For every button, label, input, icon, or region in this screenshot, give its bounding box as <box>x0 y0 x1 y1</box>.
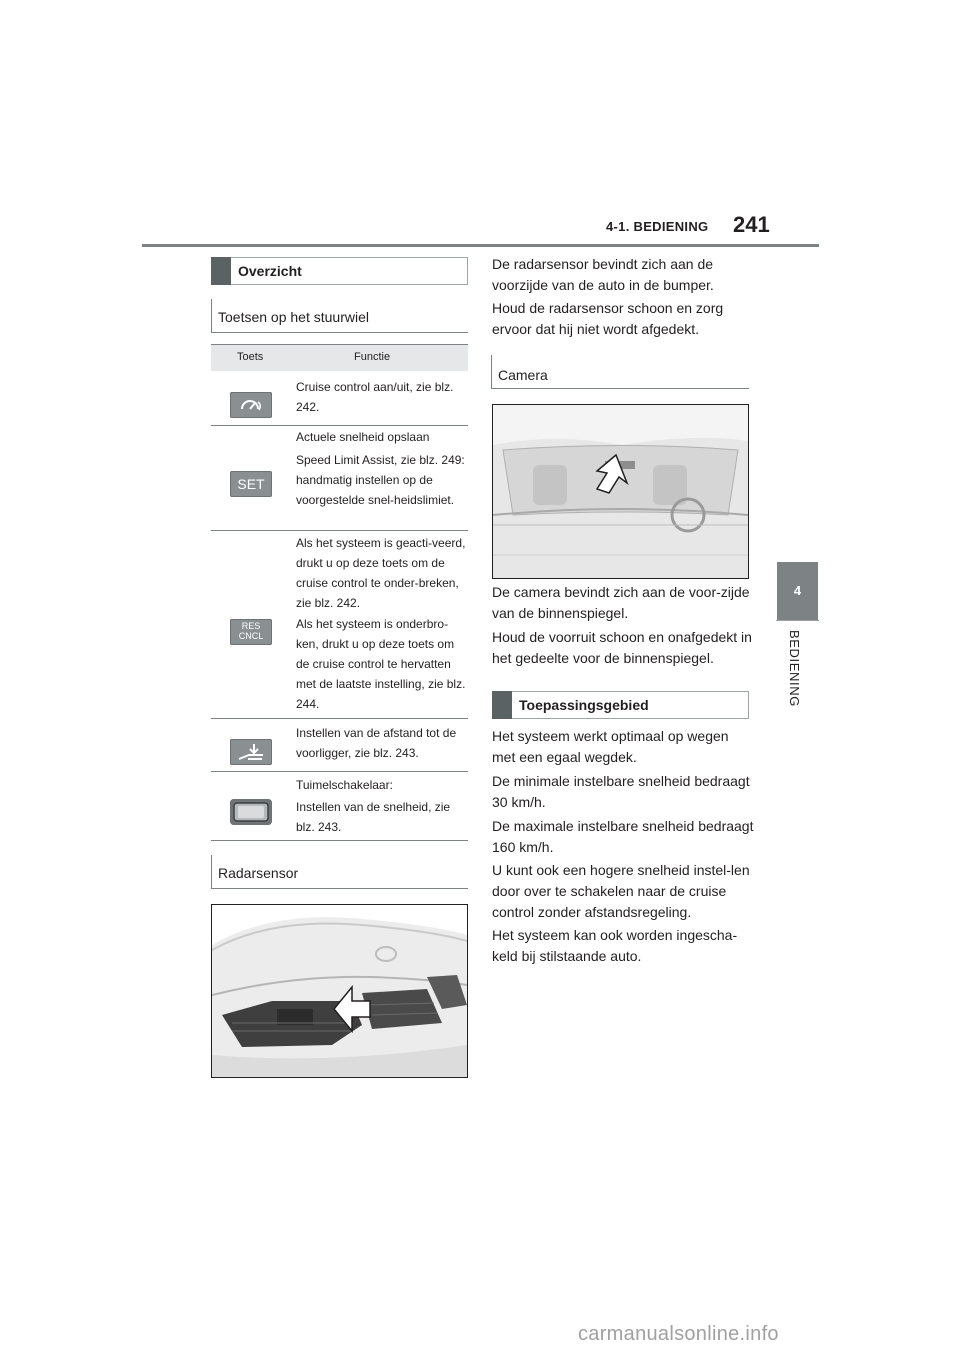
scope-paragraph-2: De minimale instelbare snelheid bedraagt 30 km/h. <box>492 773 750 810</box>
chapter-tab-number: 4 <box>793 583 802 598</box>
table-row-4-function: Instellen van de afstand tot de voorligger, zie blz. 243. <box>296 726 457 760</box>
radar-sensor-figure <box>211 904 468 1078</box>
subheading-rule <box>211 332 468 333</box>
section-title: Overzicht <box>238 263 302 279</box>
camera-paragraph-2: Houd de voorruit schoon en onafgedekt in het gedeelte voor de binnenspiegel. <box>492 629 752 666</box>
section-heading-toepassingsgebied <box>492 691 749 719</box>
table-row-3-function-a: Als het systeem is geacti-veerd, drukt u op deze toets om de cruise control te onder-breken, zie blz. 242. <box>296 536 466 610</box>
set-button-icon: SET <box>230 471 272 497</box>
scope-paragraph-1: Het systeem werkt optimaal op wegen met een egaal wegdek. <box>492 728 729 765</box>
radar-paragraph-1: De radarsensor bevindt zich aan de voorzijde van de auto in de bumper. <box>492 256 714 293</box>
subheading-radarsensor: Radarsensor <box>218 865 299 881</box>
distance-icon <box>230 739 272 765</box>
page-number: 241 <box>733 212 770 237</box>
running-header-section: 4-1. BEDIENING <box>606 219 709 234</box>
subheading-bar <box>491 355 492 389</box>
subheading-rule <box>491 388 749 389</box>
row-divider <box>211 771 468 772</box>
subheading-toetsen: Toetsen op het stuurwiel <box>218 309 369 325</box>
section-marker <box>211 257 231 285</box>
row-divider <box>211 530 468 531</box>
subheading-bar <box>211 299 212 333</box>
chapter-tab-rule <box>776 620 819 621</box>
section-marker <box>492 691 512 719</box>
cruise-control-icon <box>230 392 272 418</box>
subheading-rule <box>211 888 468 889</box>
table-header <box>211 344 468 371</box>
table-row-5-function-a: Tuimelschakelaar: <box>296 778 393 792</box>
camera-paragraph-1: De camera bevindt zich aan de voor-zijde van de binnenspiegel. <box>492 584 750 621</box>
row-divider <box>211 425 468 426</box>
subheading-bar <box>211 855 212 889</box>
column-header-toets: Toets <box>237 351 264 363</box>
table-row-1-function: Cruise control aan/uit, zie blz. 242. <box>296 380 454 414</box>
section-title: Toepassingsgebied <box>519 697 649 713</box>
res-cncl-button-icon: RES CNCL <box>230 619 272 645</box>
column-header-functie: Functie <box>354 351 391 363</box>
table-row-2-function-a: Actuele snelheid opslaan <box>296 430 430 444</box>
table-row-3-function-b: Als het systeem is onderbro-ken, drukt u op deze toets om de cruise control te hervatten met de laatste instelling, zie blz. 244. <box>296 617 466 711</box>
chapter-tab-label: BEDIENING <box>787 630 802 707</box>
camera-figure <box>492 404 749 579</box>
rocker-switch-icon <box>230 799 272 825</box>
scope-paragraph-4: U kunt ook een hogere snelheid instel-len door over te schakelen naar de cruise control zonder afstandsregeling. <box>492 862 750 920</box>
row-divider <box>211 718 468 719</box>
header-rule <box>142 244 819 247</box>
radar-paragraph-2: Houd de radarsensor schoon en zorg ervoor dat hij niet wordt afgedekt. <box>492 300 724 337</box>
subheading-camera: Camera <box>498 367 548 383</box>
table-row-2-function-b: Speed Limit Assist, zie blz. 249: handmatig instellen op de voorgestelde snel-heidslimiet. <box>296 453 465 507</box>
table-bottom-rule <box>211 840 468 841</box>
scope-paragraph-5: Het systeem kan ook worden ingescha-keld bij stilstaande auto. <box>492 927 738 964</box>
table-row-5-function-b: Instellen van de snelheid, zie blz. 243. <box>296 800 451 834</box>
watermark: carmanualsonline.info <box>578 1323 779 1345</box>
scope-paragraph-3: De maximale instelbare snelheid bedraagt 160 km/h. <box>492 818 754 855</box>
section-heading-overzicht <box>211 257 468 285</box>
